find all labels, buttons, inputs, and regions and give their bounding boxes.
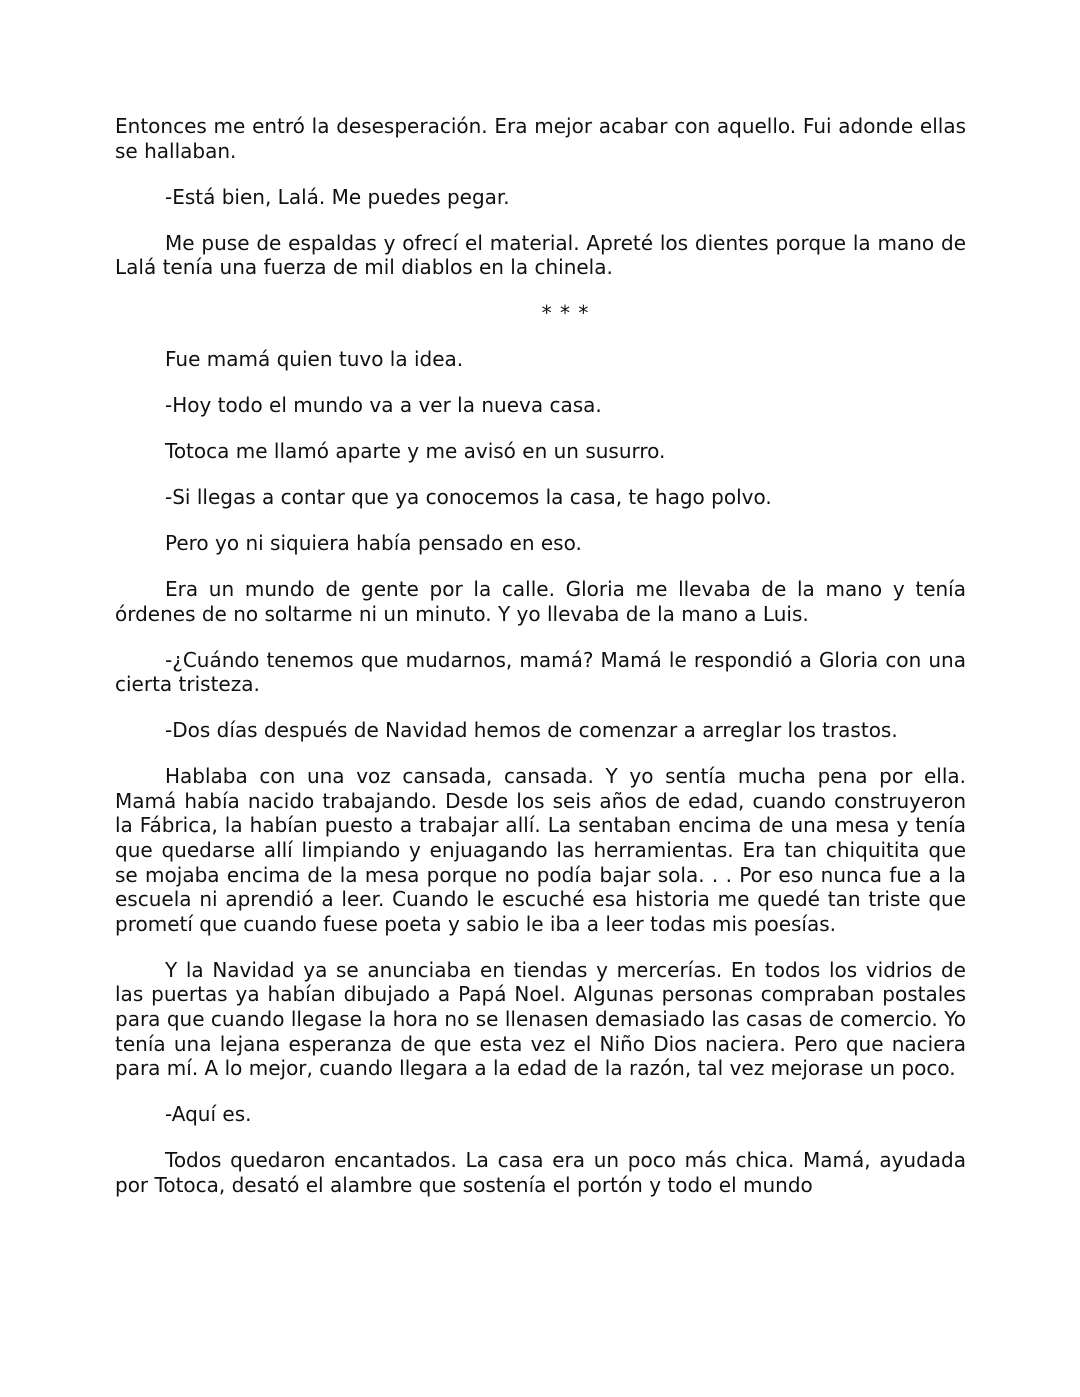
paragraph: -Está bien, Lalá. Me puedes pegar. xyxy=(165,184,510,209)
section-separator: * * * xyxy=(541,301,590,326)
paragraph: -¿Cuándo tenemos que mudarnos, mamá? Mamá le respondió a Gloria con una cierta tristeza. xyxy=(115,647,966,697)
paragraph: Pero yo ni siquiera había pensado en eso. xyxy=(165,531,582,556)
paragraph: -Dos días después de Navidad hemos de comenzar a arreglar los trastos. xyxy=(165,718,898,743)
paragraph: Fue mamá quien tuvo la idea. xyxy=(165,347,464,372)
paragraph: Me puse de espaldas y ofrecí el material. Apreté los dientes porque la mano de Lalá tenía una fuerza de mil diablos en la chinela. xyxy=(115,230,966,280)
paragraph: Totoca me llamó aparte y me avisó en un susurro. xyxy=(165,439,666,464)
paragraph: Todos quedaron encantados. La casa era un poco más chica. Mamá, ayudada por Totoca, desató el alambre que sostenía el portón y todo el mundo xyxy=(115,1148,966,1197)
paragraph: Hablaba con una voz cansada, cansada. Y yo sentía mucha pena por ella. Mamá había nacido trabajando. Desde los seis años de edad, cuando construyeron la Fábrica, la habían puesto a trabajar allí. La sentaban encima de una mesa y tenía que quedarse allí limpiando y enjuagando las herramientas. Era tan chiquitita que se mojaba encima de la mesa porque no podía bajar sola. . . Por eso nunca fue a la escuela ni aprendió a leer. Cuando le escuché esa historia me quedé tan triste que prometí que cuando fuese poeta y sabio le iba a leer todas mis poesías. xyxy=(115,764,966,936)
paragraph: -Hoy todo el mundo va a ver la nueva casa. xyxy=(165,393,602,418)
paragraph: -Aquí es. xyxy=(165,1102,252,1127)
document-page xyxy=(115,114,966,1219)
paragraph: Era un mundo de gente por la calle. Gloria me llevaba de la mano y tenía órdenes de no soltarme ni un minuto. Y yo llevaba de la mano a Luis. xyxy=(115,577,966,626)
paragraph: -Si llegas a contar que ya conocemos la casa, te hago polvo. xyxy=(165,485,772,510)
paragraph: Entonces me entró la desesperación. Era mejor acabar con aquello. Fui adonde ellas se hallaban. xyxy=(115,114,966,163)
paragraph: Y la Navidad ya se anunciaba en tiendas y mercerías. En todos los vidrios de las puertas ya habían dibujado a Papá Noel. Algunas personas compraban postales para que cuando llegase la hora no se llenasen demasiado las casas de comercio. Yo tenía una lejana esperanza de que esta vez el Niño Dios naciera. Pero que naciera para mí. A lo mejor, cuando llegara a la edad de la razón, tal vez mejorase un poco. xyxy=(115,957,966,1081)
